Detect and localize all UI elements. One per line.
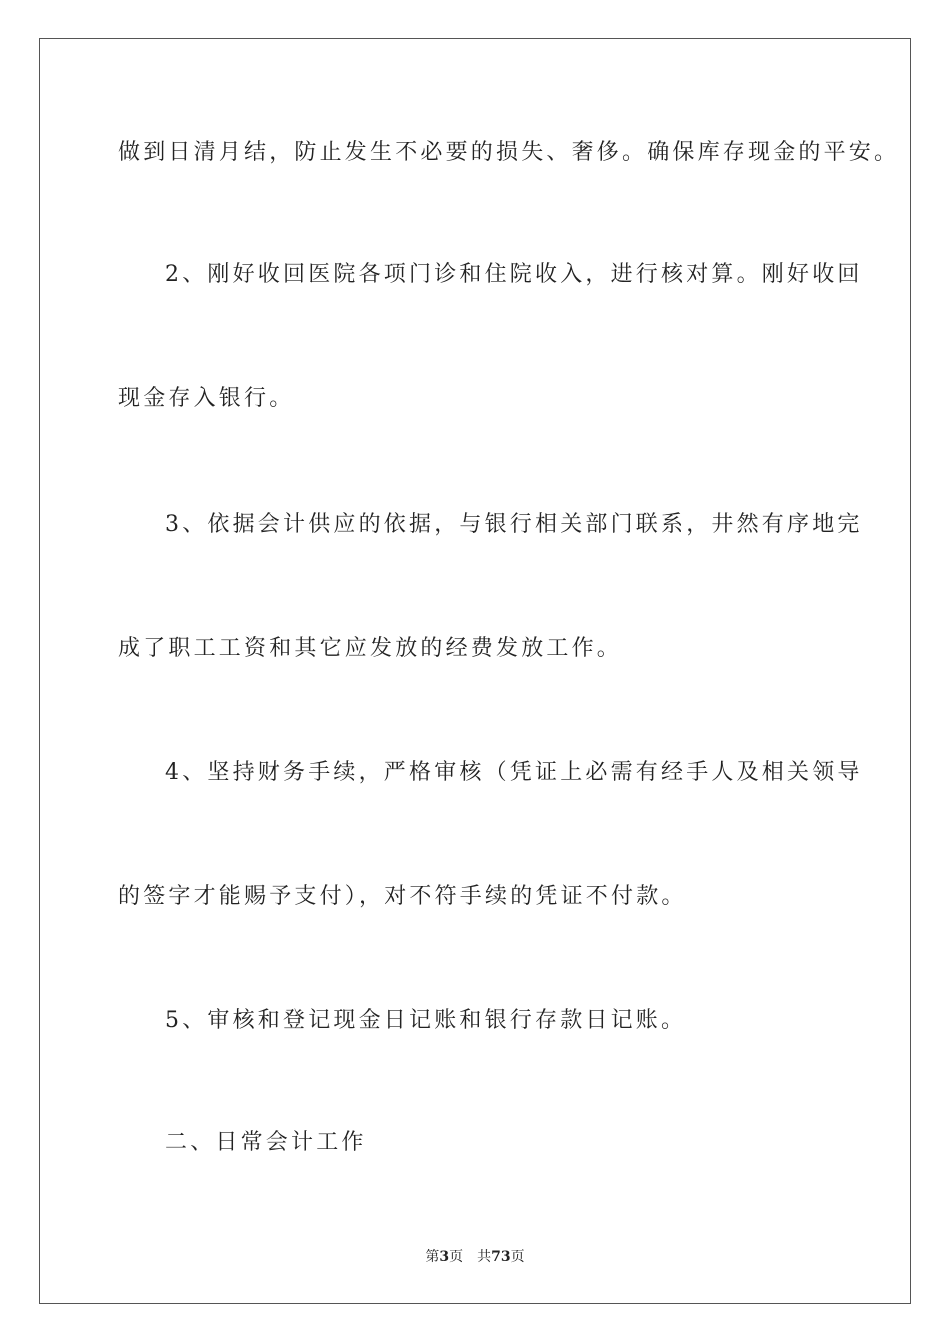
page-number: 3 bbox=[439, 1249, 450, 1265]
paragraph-line-4: 3、依据会计供应的依据，与银行相关部门联系，井然有序地完 bbox=[165, 512, 863, 537]
paragraph-line-7: 的签字才能赐予支付），对不符手续的凭证不付款。 bbox=[118, 884, 687, 909]
paragraph-line-6: 4、坚持财务手续，严格审核（凭证上必需有经手人及相关领导 bbox=[165, 760, 863, 785]
paragraph-line-3: 现金存入银行。 bbox=[118, 386, 295, 411]
total-prefix: 共 bbox=[477, 1249, 492, 1265]
page-prefix: 第 bbox=[425, 1249, 440, 1265]
page-footer bbox=[0, 1248, 950, 1266]
total-pages: 73 bbox=[491, 1249, 511, 1265]
paragraph-line-8: 5、审核和登记现金日记账和银行存款日记账。 bbox=[165, 1008, 687, 1033]
page-suffix: 页 bbox=[449, 1249, 464, 1265]
paragraph-line-5: 成了职工工资和其它应发放的经费发放工作。 bbox=[118, 636, 623, 661]
paragraph-line-2: 2、刚好收回医院各项门诊和住院收入，进行核对算。刚好收回 bbox=[165, 262, 863, 287]
page-border bbox=[39, 38, 911, 1304]
total-suffix: 页 bbox=[510, 1249, 525, 1265]
section-heading: 二、日常会计工作 bbox=[165, 1130, 367, 1155]
paragraph-line-1: 做到日清月结，防止发生不必要的损失、奢侈。确保库存现金的平安。 bbox=[118, 140, 900, 165]
